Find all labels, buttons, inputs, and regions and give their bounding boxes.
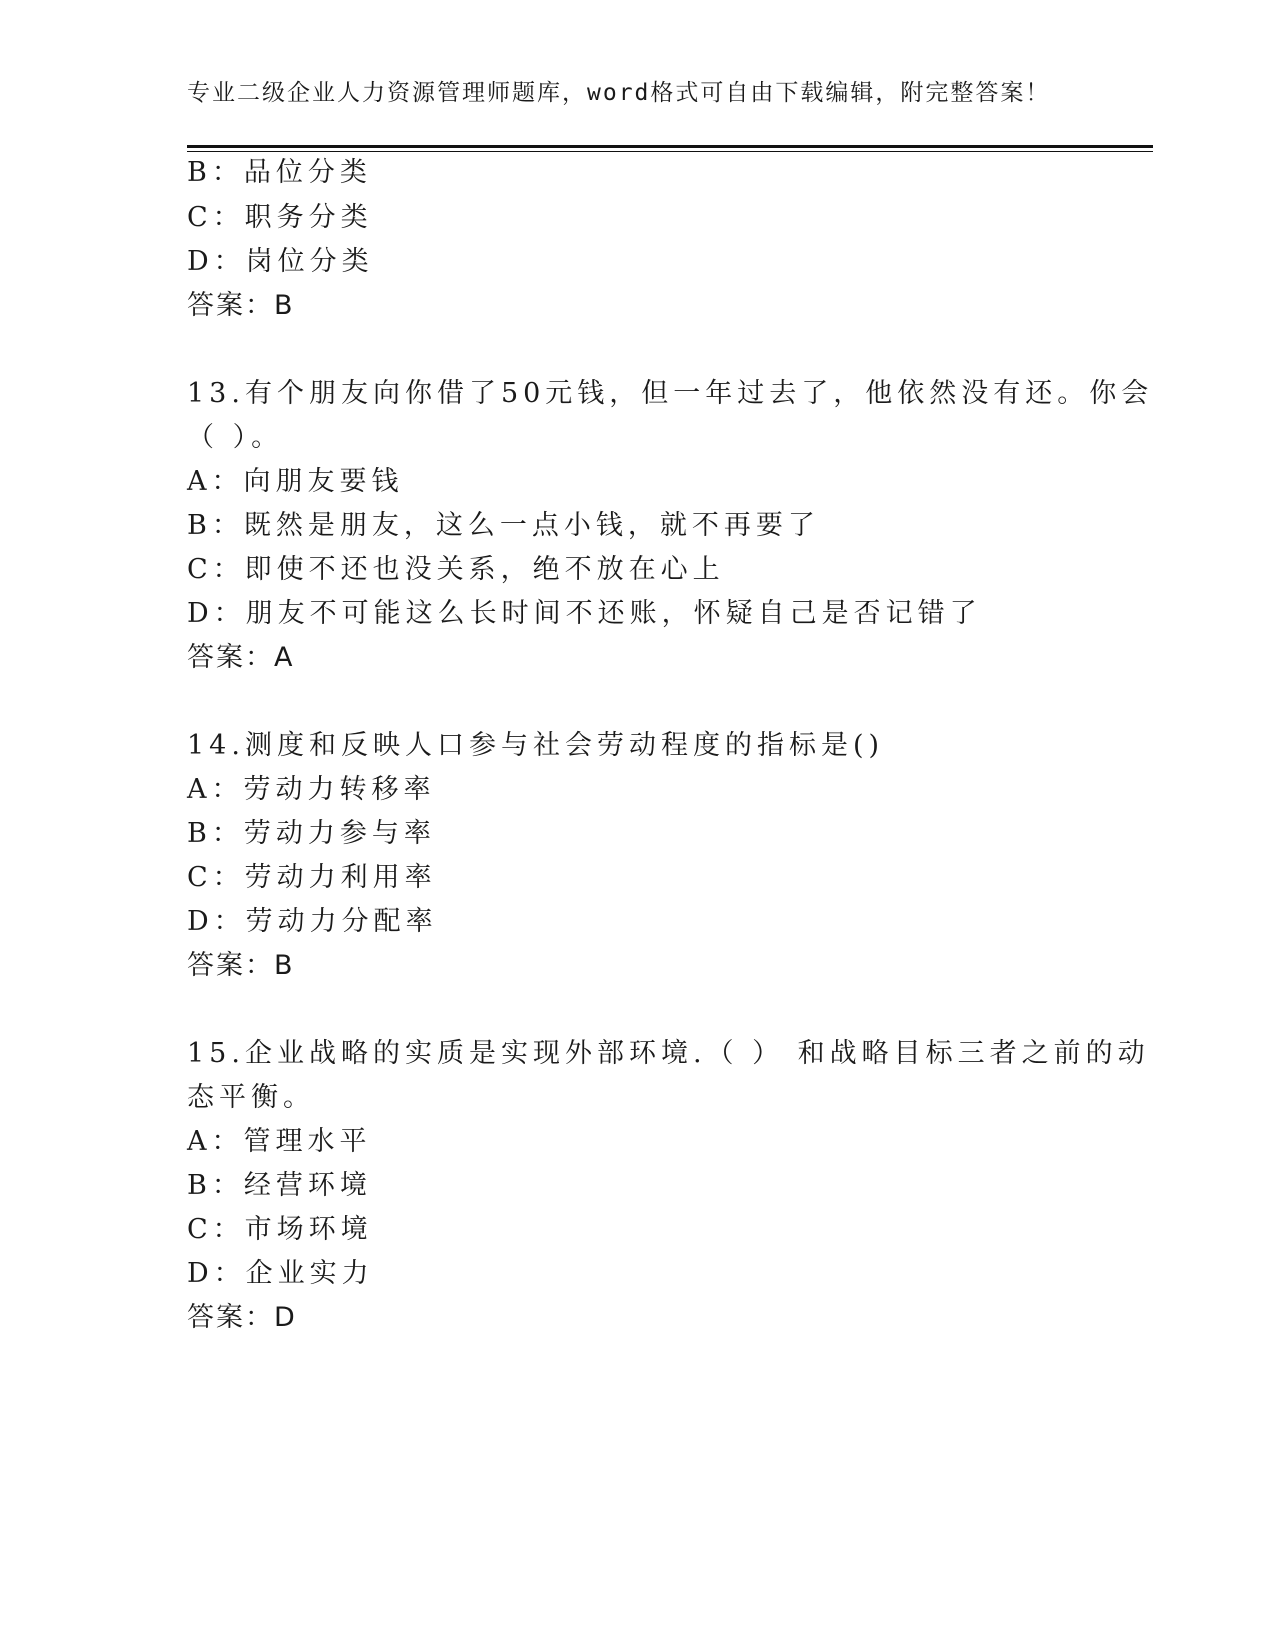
q12-option-d: D：岗位分类: [187, 246, 374, 277]
q14-option-b: B：劳动力参与率: [187, 818, 436, 849]
q14-answer: 答案：B: [187, 950, 295, 981]
header-divider-thin: [187, 151, 1153, 152]
q12-answer: 答案：B: [187, 290, 295, 321]
q13-option-c: C：即使不还也没关系，绝不放在心上: [187, 554, 725, 585]
q14-option-a: A：劳动力转移率: [187, 774, 436, 805]
q15-answer: 答案：D: [187, 1302, 297, 1333]
q15-option-a: A：管理水平: [187, 1126, 372, 1157]
q14-stem-line1: 14.测度和反映人口参与社会劳动程度的指标是(): [187, 730, 885, 761]
q15-stem-line2: 态平衡。: [187, 1082, 315, 1113]
q13-option-d: D：朋友不可能这么长时间不还账，怀疑自己是否记错了: [187, 598, 982, 629]
q13-stem-line2: （ ）。: [187, 422, 284, 453]
page-header: 专业二级企业人力资源管理师题库，word格式可自由下载编辑，附完整答案！: [187, 80, 1051, 106]
q15-option-b: B：经营环境: [187, 1170, 372, 1201]
q15-stem-line1: 15.企业战略的实质是实现外部环境.（ ） 和战略目标三者之前的动: [187, 1038, 1150, 1069]
q15-option-c: C：市场环境: [187, 1214, 373, 1245]
q14-option-d: D：劳动力分配率: [187, 906, 438, 937]
q15-option-d: D：企业实力: [187, 1258, 374, 1289]
header-divider-thick: [187, 145, 1153, 148]
q13-option-b: B：既然是朋友，这么一点小钱，就不再要了: [187, 510, 820, 541]
q12-option-c: C：职务分类: [187, 202, 373, 233]
q12-option-b: B：品位分类: [187, 157, 372, 188]
q13-answer: 答案：A: [187, 642, 295, 673]
q14-option-c: C：劳动力利用率: [187, 862, 437, 893]
q13-option-a: A：向朋友要钱: [187, 466, 404, 497]
q13-stem-line1: 13.有个朋友向你借了50元钱，但一年过去了，他依然没有还。你会: [187, 378, 1154, 409]
